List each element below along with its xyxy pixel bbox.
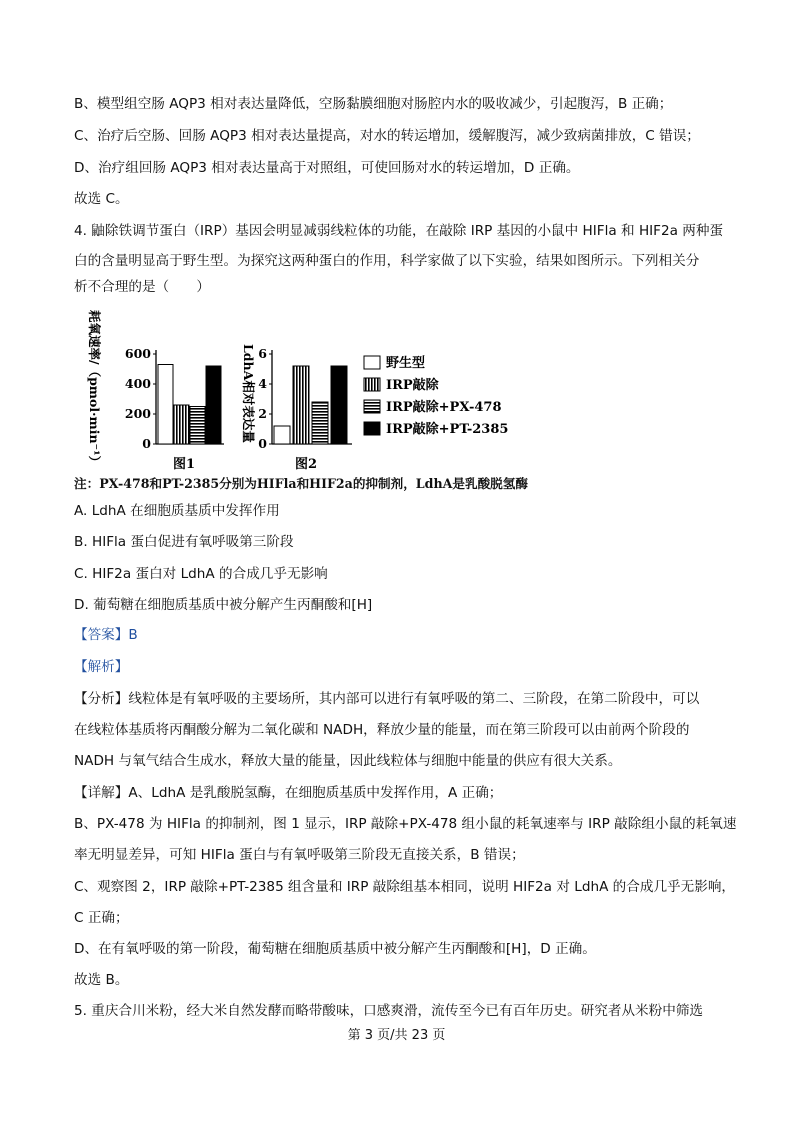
charts-svg <box>74 306 534 476</box>
y-tick-label: 0 <box>258 436 267 451</box>
y-axis-label: LdhA相对表达量 <box>241 344 256 443</box>
analysis-label: 【解析】 <box>74 659 129 675</box>
y-tick-label: 6 <box>258 346 267 361</box>
bar <box>293 366 309 444</box>
y-tick-label: 200 <box>124 406 151 421</box>
bar <box>312 402 328 444</box>
bar <box>331 366 347 444</box>
y-tick-label: 0 <box>142 436 151 451</box>
text-line: 故选 C。 <box>74 191 129 207</box>
y-tick-label: 400 <box>124 376 151 391</box>
legend-label: IRP敲除 <box>386 378 439 393</box>
bar <box>274 426 290 444</box>
option-b: B. HIFla 蛋白促进有氧呼吸第三阶段 <box>74 534 294 550</box>
body-line: 【分析】线粒体是有氧呼吸的主要场所，其内部可以进行有氧呼吸的第二、三阶段，在第二阶段中，可以 <box>74 691 700 707</box>
bar <box>190 407 205 445</box>
y-tick-label: 4 <box>258 376 267 391</box>
question-text: 4. 鼬除铁调节蛋白（IRP）基因会明显减弱线粒体的功能，在敲除 IRP 基因的小鼠中 HIFla 和 HIF2a 两种蛋 <box>74 223 724 239</box>
legend-swatch <box>364 356 380 369</box>
legend-swatch <box>364 378 380 391</box>
bar <box>174 405 189 444</box>
option-d: D. 葡萄糖在细胞质基质中被分解产生丙酮酸和[H] <box>74 597 373 613</box>
y-tick-label: 2 <box>258 406 267 421</box>
legend-swatch <box>364 400 380 413</box>
body-line: 故选 B。 <box>74 972 129 988</box>
option-c: C. HIF2a 蛋白对 LdhA 的合成几乎无影响 <box>74 566 328 582</box>
body-line: 【详解】A、LdhA 是乳酸脱氢酶，在细胞质基质中发挥作用，A 正确； <box>74 785 503 801</box>
legend-label: 野生型 <box>386 356 426 371</box>
text-line: C、治疗后空肠、回肠 AQP3 相对表达量提高，对水的转运增加，缓解腹泻，减少致病菌排放，C 错误； <box>74 128 700 144</box>
answer-label: 【答案】B <box>74 627 138 643</box>
body-line: 5. 重庆合川米粉，经大米自然发酵而略带酸味，口感爽滑，流传至今已有百年历史。研究者从米粉中筛选 <box>74 1003 704 1019</box>
bar <box>158 365 173 445</box>
body-line: C、观察图 2，IRP 敲除+PT-2385 组含量和 IRP 敲除组基本相同，说明 HIF2a 对 LdhA 的合成几乎无影响， <box>74 879 736 895</box>
legend-label: IRP敲除+PX-478 <box>386 400 502 415</box>
legend-swatch <box>364 422 380 435</box>
option-a: A. LdhA 在细胞质基质中发挥作用 <box>74 503 280 519</box>
bar <box>206 366 221 444</box>
body-line: 在线粒体基质将丙酮酸分解为二氧化碳和 NADH，释放少量的能量，而在第三阶段可以由前两个阶段的 <box>74 722 690 738</box>
body-line: C 正确； <box>74 910 129 926</box>
body-line: 率无明显差异，可知 HIFla 蛋白与有氧呼吸第三阶段无直接关系，B 错误； <box>74 847 525 863</box>
y-tick-label: 600 <box>124 346 151 361</box>
chart-title: 图2 <box>294 457 318 472</box>
text-line: B、模型组空肠 AQP3 相对表达量降低，空肠黏膜细胞对肠腔内水的吸收减少，引起腹泻，B 正确； <box>74 96 673 112</box>
body-line: NADH 与氧气结合生成水，释放大量的能量，因此线粒体与细胞中能量的供应有很大关系。 <box>74 753 622 769</box>
page-footer: 第 3 页/共 23 页 <box>347 1028 446 1043</box>
question-text: 白的含量明显高于野生型。为探究这两种蛋白的作用，科学家做了以下实验，结果如图所示。下列相关分 <box>74 253 700 269</box>
body-line: B、PX-478 为 HIFla 的抑制剂，图 1 显示，IRP 敲除+PX-478 组小鼠的耗氧速率与 IRP 敲除组小鼠的耗氧速 <box>74 816 737 832</box>
figure-charts <box>74 306 534 476</box>
y-axis-label: 耗氧速率/（pmol·min⁻¹） <box>87 310 102 469</box>
text-line: D、治疗组回肠 AQP3 相对表达量高于对照组，可使回肠对水的转运增加，D 正确。 <box>74 160 580 176</box>
body-line: D、在有氧呼吸的第一阶段，葡萄糖在细胞质基质中被分解产生丙酮酸和[H]，D 正确。 <box>74 941 596 957</box>
chart-title: 图1 <box>172 457 196 472</box>
legend-label: IRP敲除+PT-2385 <box>386 422 509 437</box>
question-text: 析不合理的是（ ） <box>74 279 210 295</box>
figure-note: 注：PX-478和PT-2385分别为HIFla和HIF2a的抑制剂，LdhA是乳酸脱氢酶 <box>74 476 528 491</box>
